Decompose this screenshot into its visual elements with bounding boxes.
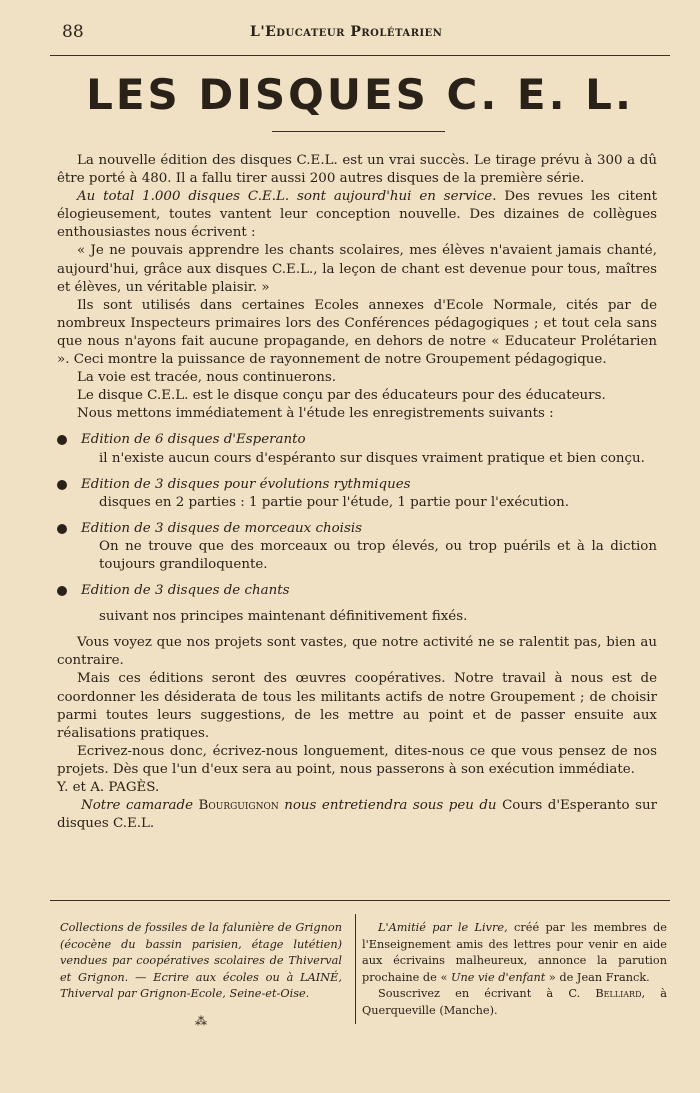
header-rule (50, 55, 670, 56)
announcement-note (57, 797, 657, 833)
list-item (57, 582, 657, 626)
paragraph: Le disque C.E.L. est le disque conçu par des éducateurs pour des éducateurs. (77, 388, 606, 404)
paragraph-text: Des revues les citent élogieusement, toutes vantent leur conception nouvelle. Des dizaines de collègues enthousiastes nous écrivent : (57, 189, 657, 241)
quote: « Je ne pouvais apprendre les chants scolaires, mes élèves n'avaient jamais chanté, aujourd'hui, grâce aux disques C.E.L., la leçon de chant est devenue pour tous, maîtres et élèves, un véritable plaisir. » (57, 243, 657, 295)
subscribe-notice (362, 986, 667, 1019)
ornament-icon: ⁂ (195, 1013, 207, 1028)
title-rule (272, 131, 445, 132)
bullet-icon (57, 435, 67, 445)
page-header (50, 22, 670, 44)
notice-text: » de Jean Franck. (545, 970, 650, 984)
footer-left-notice (60, 920, 342, 1029)
footer-rule (50, 900, 670, 901)
paragraph: La nouvelle édition des disques C.E.L. est un vrai succès. Le tirage prévu à 300 a dû être porté à 480. Il a fallu tirer aussi 200 autres disques de la première série. (57, 153, 657, 187)
bullet-icon (57, 586, 67, 596)
item-title: Edition de 3 disques de chants (81, 583, 290, 599)
item-title: Edition de 3 disques de morceaux choisis (81, 520, 362, 536)
note-name: Bourguignon (198, 798, 279, 814)
item-description: On ne trouve que des morceaux ou trop élevés, ou trop puérils et à la diction toujours grandiloquente. (99, 538, 657, 572)
society-name: L'Amitié par le Livre, (378, 921, 508, 934)
paragraph: Ecrivez-nous donc, écrivez-nous longuement, dites-nous ce que vous pensez de nos projets. Dès que l'un d'eux sera au point, nous passerons à son exécution immédiate. (57, 743, 657, 777)
paragraph: Ils sont utilisés dans certaines Ecoles annexes d'Ecole Normale, cités par de nombreux Inspecteurs primaires lors des Conférences pédagogiques ; et tout cela sans que nous n'ayons fait aucune propagande, en dehors de notre « Educateur Prolétarien ». Ceci montre la puissance de rayonnement de notre Groupement pédagogique. (57, 297, 657, 368)
book-title: Une vie d'enfant (450, 970, 546, 984)
list-item (57, 476, 657, 512)
paragraph: Mais ces éditions seront des œuvres coopératives. Notre travail à nous est de coordonner les désiderata de tous les militants actifs de notre Groupement ; de choisir parmi toutes leurs suggestions, de les mettre au point et de passer ensuite aux réalisations pratiques. (57, 671, 657, 741)
item-title: Edition de 6 disques d'Esperanto (81, 432, 306, 448)
fossils-notice: Collections de fossiles de la falunière de Grignon (écocène du bassin parisien, étage lutétien) vendues par coopératives scolaires de Thiverval et Grignon. — Ecrire aux écoles ou à LAINÉ, Thiverval par Grignon-Ecole, Seine-et-Oise. (60, 921, 342, 1000)
notice-text: , à Querqueville (Manche). (362, 987, 668, 1017)
item-title: Edition de 3 disques pour évolutions rythmiques (81, 476, 411, 492)
notice-text: créé par les membres de l'Enseignement amis des lettres pour venir en aide aux écrivains malheureux, annonce la parution prochaine de « (362, 921, 667, 984)
signature: Y. et A. PAGÈS. (57, 780, 160, 795)
emphasis-text: Au total 1.000 disques C.E.L. sont aujourd'hui en service. (77, 189, 497, 205)
paragraph: Vous voyez que nos projets sont vastes, que notre activité ne se ralentit pas, bien au contraire. (57, 635, 657, 669)
contact-name: Belliard (595, 987, 642, 1000)
item-description: il n'existe aucun cours d'espéranto sur disques vraiment pratique et bien conçu. (99, 450, 645, 466)
note-text: nous entretiendra sous peu du (278, 798, 503, 814)
list-item (57, 520, 657, 574)
footer-right-notice (362, 920, 667, 1019)
article-body (57, 152, 657, 833)
bullet-icon (57, 480, 67, 490)
bullet-icon (57, 524, 67, 534)
paragraph (57, 188, 657, 242)
column-divider (355, 914, 356, 1024)
notice-text: Souscrivez en écrivant à C. (378, 987, 596, 1000)
footer (50, 914, 670, 1034)
item-description: suivant nos principes maintenant définitivement fixés. (99, 609, 468, 625)
running-title: L'Educateur Prolétarien (250, 24, 443, 40)
note-text: Cours d'Esperanto sur disques C.E.L. (57, 798, 657, 832)
paragraph: La voie est tracée, nous continuerons. (77, 370, 336, 386)
list-item (57, 431, 657, 467)
note-text: Notre camarade (81, 798, 199, 814)
paragraph: Nous mettons immédiatement à l'étude les enregistrements suivants : (77, 406, 554, 422)
article-title: LES DISQUES C. E. L. (86, 70, 634, 119)
item-description: disques en 2 parties : 1 partie pour l'étude, 1 partie pour l'exécution. (99, 494, 569, 510)
book-notice (362, 920, 667, 986)
page-number: 88 (62, 22, 84, 42)
